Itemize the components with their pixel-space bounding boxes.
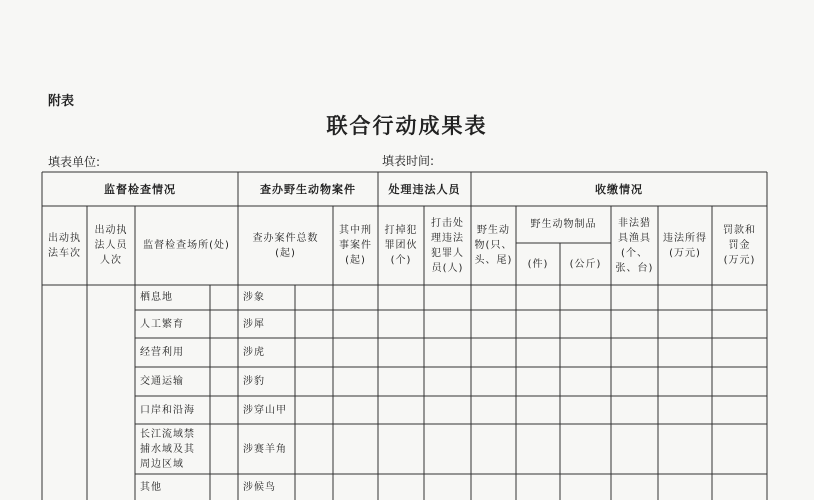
col-vehicles: 出动执 法车次 <box>48 232 81 259</box>
row-place: 口岸和沿海 <box>140 404 195 416</box>
row-case-type: 涉候鸟 <box>243 481 276 493</box>
row-case-type: 涉象 <box>243 292 265 303</box>
col-tools: 非法猎 具渔具 (个、 张、台) <box>615 217 654 274</box>
col-products-kg: (公斤) <box>569 258 602 270</box>
header-seizure: 收缴情况 <box>595 182 643 196</box>
col-gangs: 打掉犯 罪团伙 (个) <box>384 225 418 266</box>
row-case-type: 涉赛羊角 <box>243 443 287 455</box>
header-offenders: 处理违法人员 <box>388 182 461 196</box>
col-animals: 野生动 物(只、 头、尾) <box>474 225 513 266</box>
col-personnel: 出动执 法人员 人次 <box>94 225 128 266</box>
document-title: 联合行动成果表 <box>326 114 488 138</box>
row-place: 人工繁育 <box>140 318 184 330</box>
row-place: 栖息地 <box>140 292 173 303</box>
fill-unit-label: 填表单位: <box>48 155 101 169</box>
row-case-type: 涉虎 <box>243 347 265 358</box>
row-place: 经营利用 <box>140 347 184 358</box>
col-criminal-cases: 其中刑 事案件 (起) <box>339 225 372 266</box>
header-cases: 查办野生动物案件 <box>260 182 356 196</box>
col-illegal-income: 违法所得 (万元) <box>663 232 707 259</box>
row-case-type: 涉穿山甲 <box>243 404 287 416</box>
col-fines: 罚款和 罚金 (万元) <box>723 225 756 266</box>
row-case-type: 涉豹 <box>243 376 265 387</box>
col-products: 野生动物制品 <box>530 219 597 230</box>
col-criminals: 打击处 理违法 犯罪人 员(人) <box>431 217 464 274</box>
attachment-label: 附表 <box>48 94 75 109</box>
header-supervision: 监督检查情况 <box>104 182 176 196</box>
col-products-pieces: (件) <box>527 258 549 270</box>
col-total-cases: 查办案件总数 (起) <box>252 232 319 259</box>
row-place: 交通运输 <box>140 376 184 387</box>
row-place: 其他 <box>140 481 162 493</box>
col-places: 监督检查场所(处) <box>143 240 230 251</box>
row-case-type: 涉犀 <box>243 318 265 330</box>
fill-time-label: 填表时间: <box>382 154 435 168</box>
row-place: 长江流域禁 捕水域及其 周边区域 <box>140 428 195 470</box>
